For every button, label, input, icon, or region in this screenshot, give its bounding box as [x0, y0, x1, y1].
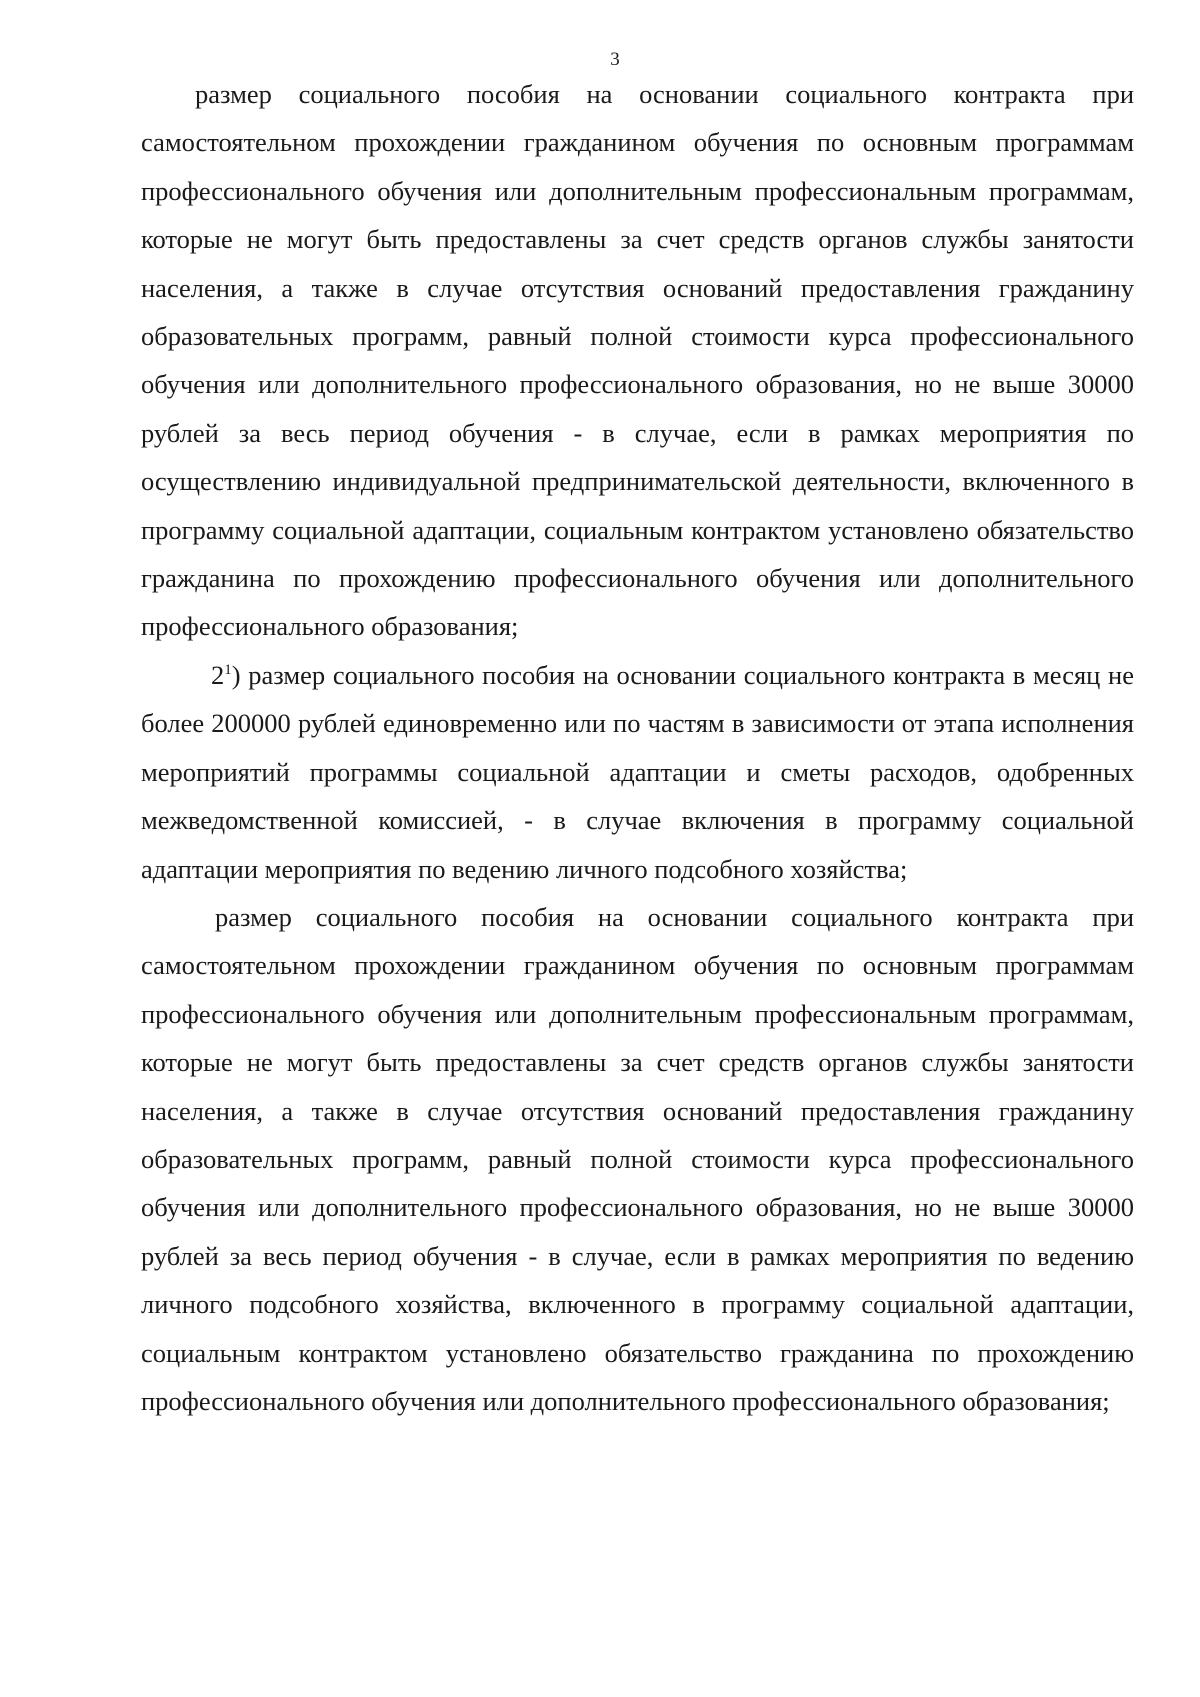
- item-text: ) размер социального пособия на основании социального контракта в месяц не более 200000 рублей единовременно или по частям в зависимости от этапа исполнения мероприятий программы социальной адаптации и сметы расходов, одобренных межведомственной комиссией, - в случае включения в программу социальной адаптации мероприятия по ведению личного подсобного хозяйства;: [141, 659, 1134, 884]
- paragraph-self-employment-training: размер социального пособия на основании социального контракта при самостоятельном прохождении гражданином обучения по основным программам профессионального обучения или дополнительным профессиональным программам, которые не могут быть предоставлены за счет средств органов службы занятости населения, а также в случае отсутствия оснований предоставления гражданину образовательных программ, равный полной стоимости курса профессионального обучения или дополнительного профессионального образования, но не выше 30000 рублей за весь период обучения - в случае, если в рамках мероприятия по осуществлению индивидуальной предпринимательской деятельности, включенного в программу социальной адаптации, социальным контрактом установлено обязательство гражданина по прохождению профессионального обучения или дополнительного профессионального образования;: [141, 79, 1134, 642]
- page-number: 3: [610, 49, 620, 70]
- item-number: 2: [211, 659, 225, 690]
- paragraph-household-training: размер социального пособия на основании социального контракта при самостоятельном прохождении гражданином обучения по основным программам профессионального обучения или дополнительным профессиональным программам, которые не могут быть предоставлены за счет средств органов службы занятости населения, а также в случае отсутствия оснований предоставления гражданину образовательных программ, равный полной стоимости курса профессионального обучения или дополнительного профессионального образования, но не выше 30000 рублей за весь период обучения - в случае, если в рамках мероприятия по ведению личного подсобного хозяйства, включенного в программу социальной адаптации, социальным контрактом установлено обязательство гражданина по прохождению профессионального обучения или дополнительного профессионального образования;: [141, 901, 1134, 1416]
- document-body: [141, 70, 1134, 1425]
- item-superscript: 1: [224, 662, 232, 679]
- paragraph-item-2-1: [141, 651, 1134, 893]
